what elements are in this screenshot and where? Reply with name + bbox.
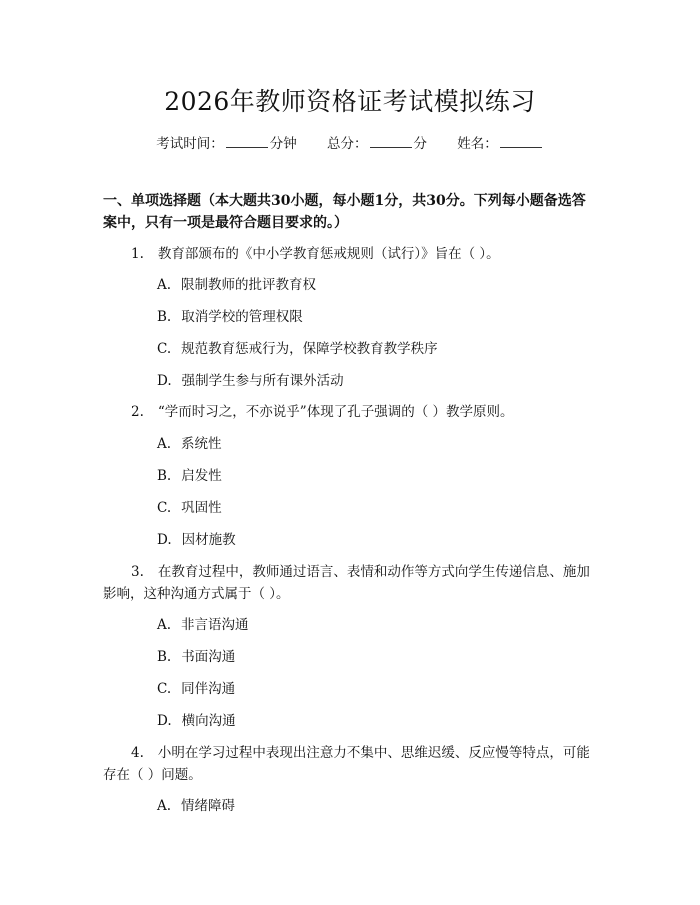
question-3 [103, 561, 593, 605]
option-letter: B. [157, 309, 172, 325]
option-text: 限制教师的批评教育权 [181, 277, 317, 293]
option-2a [157, 433, 222, 455]
question-text: 在教育过程中，教师通过语言、表情和动作等方式向学生传递信息、施加影响，这种沟通方式属于（ ）。 [103, 564, 590, 602]
option-2c [157, 497, 222, 519]
question-text: 教育部颁布的《中小学教育惩戒规则（试行）》旨在（ ）。 [157, 246, 500, 262]
option-text: 规范教育惩戒行为，保障学校教育教学秩序 [181, 341, 438, 357]
option-3d [157, 710, 236, 732]
exam-time-field [156, 136, 297, 152]
question-text: “学而时习之，不亦说乎”体现了孔子强调的（ ）教学原则。 [157, 404, 514, 420]
option-2d [157, 529, 236, 551]
option-letter: A. [157, 798, 172, 814]
option-letter: A. [157, 436, 172, 452]
option-1b [157, 306, 303, 328]
option-letter: D. [157, 373, 172, 389]
time-unit: 分钟 [269, 136, 297, 152]
score-label: 总分： [327, 136, 368, 152]
option-text: 情绪障碍 [181, 798, 236, 814]
option-4a [157, 795, 235, 817]
option-1c [157, 338, 438, 360]
option-text: 取消学校的管理权限 [181, 309, 303, 325]
question-1 [131, 243, 593, 265]
name-label: 姓名： [457, 136, 498, 152]
time-blank [226, 135, 268, 148]
question-text: 小明在学习过程中表现出注意力不集中、思维迟缓、反应慢等特点，可能存在（ ）问题。 [103, 745, 590, 783]
option-letter: A. [157, 617, 172, 633]
exam-title: 2026年教师资格证考试模拟练习 [164, 87, 536, 116]
option-1a [157, 274, 316, 296]
option-text: 启发性 [181, 468, 222, 484]
question-4 [103, 742, 593, 786]
option-text: 因材施教 [181, 532, 236, 548]
option-3c [157, 678, 235, 700]
question-2 [131, 401, 593, 423]
option-1d [157, 370, 344, 392]
option-letter: A. [157, 277, 172, 293]
question-number: 2. [131, 404, 144, 420]
option-text: 强制学生参与所有课外活动 [181, 373, 344, 389]
option-text: 巩固性 [181, 500, 222, 516]
time-label: 考试时间： [156, 136, 224, 152]
option-letter: C. [157, 681, 172, 697]
option-3b [157, 646, 235, 668]
option-text: 书面沟通 [181, 649, 236, 665]
section-heading: 一、单项选择题（本大题共30小题，每小题1分，共30分。下列每小题备选答案中，只有一项是最符合题目要求的。） [103, 193, 586, 231]
option-text: 非言语沟通 [181, 617, 249, 633]
option-letter: B. [157, 649, 172, 665]
option-text: 同伴沟通 [181, 681, 236, 697]
option-2b [157, 465, 222, 487]
option-letter: B. [157, 468, 172, 484]
option-letter: D. [157, 713, 172, 729]
option-letter: D. [157, 532, 172, 548]
student-name-field [457, 136, 544, 152]
option-letter: C. [157, 500, 172, 516]
option-text: 系统性 [181, 436, 222, 452]
option-3a [157, 614, 249, 636]
total-score-field [327, 136, 427, 152]
score-unit: 分 [413, 136, 427, 152]
score-blank [370, 135, 412, 148]
question-number: 3. [131, 564, 144, 580]
exam-meta [0, 132, 700, 152]
question-number: 1. [131, 246, 144, 262]
name-blank [500, 135, 542, 148]
option-letter: C. [157, 341, 172, 357]
option-text: 横向沟通 [181, 713, 236, 729]
question-number: 4. [131, 745, 144, 761]
